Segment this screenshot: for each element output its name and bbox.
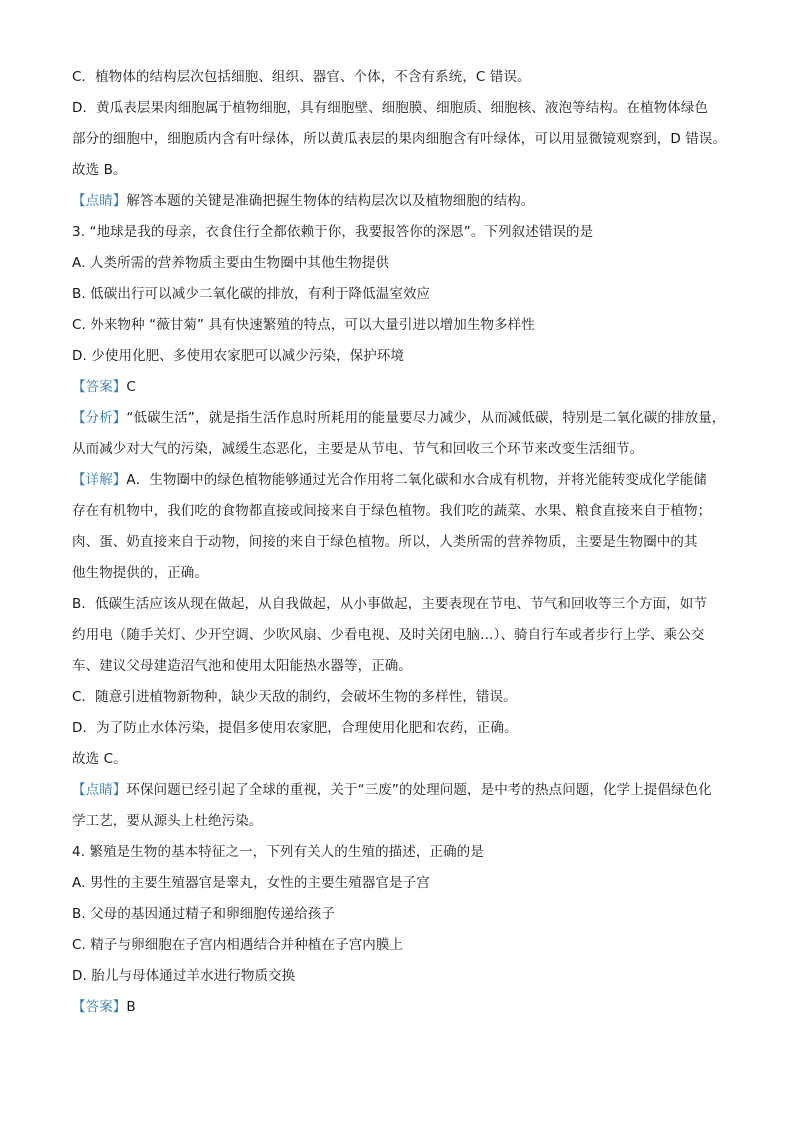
- line-text: 约用电（随手关灯、少开空调、少吹风扇、少看电视、及时关闭电脑…）、骑自行车或者步行上学、乘公交: [72, 627, 705, 643]
- line-text: 4. 繁殖是生物的基本特征之一，下列有关人的生殖的描述，正确的是: [72, 844, 484, 860]
- line-text: A. 男性的主要生殖器官是睾丸，女性的主要生殖器官是子宫: [72, 875, 430, 891]
- text-line: [72, 558, 732, 589]
- text-line: [72, 620, 732, 651]
- answer-line: [72, 992, 732, 1023]
- section-tag: 【分析】: [72, 410, 127, 426]
- line-text: 故选 C。: [72, 751, 127, 767]
- line-text: 解答本题的关键是准确把握生物体的结构层次以及植物细胞的结构。: [126, 193, 535, 209]
- option-line: [72, 868, 732, 899]
- line-text: D. 胎儿与母体通过羊水进行物质交换: [72, 968, 296, 984]
- line-text: B．低碳生活应该从现在做起，从自我做起，从小事做起，主要表现在节电、节气和回收等三个方面，如节: [72, 596, 707, 612]
- text-line: [72, 527, 732, 558]
- option-line: [72, 310, 732, 341]
- line-text: C．随意引进植物新物种，缺少天敌的制约，会破坏生物的多样性，错误。: [72, 689, 517, 705]
- text-line: [72, 744, 732, 775]
- section-tag: 【点睛】: [72, 193, 127, 209]
- line-text: 环保问题已经引起了全球的重视，关于“三废”的处理问题，是中考的热点问题，化学上提倡绿色化: [126, 782, 712, 798]
- line-text: 故选 B。: [72, 162, 127, 178]
- text-line: [72, 62, 732, 93]
- comment-line: [72, 186, 732, 217]
- section-tag: 【答案】: [72, 379, 127, 395]
- option-line: [72, 341, 732, 372]
- line-text: D．黄瓜表层果肉细胞属于植物细胞，具有细胞壁、细胞膜、细胞质、细胞核、液泡等结构。在植物体绿色: [72, 100, 709, 116]
- line-text: “低碳生活”，就是指生活作息时所耗用的能量要尽力减少，从而减低碳，特别是二氧化碳的排放量，: [126, 410, 726, 426]
- line-text: 肉、蛋、奶直接来自于动物，间接的来自于绿色植物。所以，人类所需的营养物质，主要是生物圈中的其: [72, 534, 698, 550]
- comment-line: [72, 775, 732, 806]
- line-text: 从而减少对大气的污染，减缓生态恶化，主要是从节电、节气和回收三个环节来改变生活细节。: [72, 441, 644, 457]
- line-text: D．为了防止水体污染，提倡多使用农家肥，合理使用化肥和农药，正确。: [72, 720, 518, 736]
- text-line: [72, 806, 732, 837]
- line-text: A．生物圈中的绿色植物能够通过光合作用将二氧化碳和水合成有机物，并将光能转变成化学能储: [126, 472, 707, 488]
- text-line: [72, 682, 732, 713]
- line-text: B. 低碳出行可以减少二氧化碳的排放，有利于降低温室效应: [72, 286, 431, 302]
- question-stem: [72, 217, 732, 248]
- analysis-line: [72, 403, 732, 434]
- line-text: C. 外来物种 “薇甘菊” 具有快速繁殖的特点，可以大量引进以增加生物多样性: [72, 317, 535, 333]
- detail-line: [72, 465, 732, 496]
- line-text: D. 少使用化肥、多使用农家肥可以减少污染，保护环境: [72, 348, 405, 364]
- line-text: C．植物体的结构层次包括细胞、组织、器官、个体，不含有系统，C 错误。: [72, 69, 531, 85]
- line-text: 学工艺，要从源头上杜绝污染。: [72, 813, 263, 829]
- line-text: 3. “地球是我的母亲，衣食住行全都依赖于你，我要报答你的深恩”。下列叙述错误的是: [72, 224, 594, 240]
- section-tag: 【详解】: [72, 472, 127, 488]
- text-line: [72, 124, 732, 155]
- line-text: 存在有机物中，我们吃的食物都直接或间接来自于绿色植物。我们吃的蔬菜、水果、粮食直接来自于植物；: [72, 503, 712, 519]
- line-text: B: [126, 999, 136, 1015]
- text-line: [72, 93, 732, 124]
- text-line: [72, 589, 732, 620]
- text-line: [72, 496, 732, 527]
- document-page: [72, 62, 732, 1023]
- line-text: 他生物提供的，正确。: [72, 565, 208, 581]
- option-line: [72, 899, 732, 930]
- line-text: 车、建议父母建造沼气池和使用太阳能热水器等，正确。: [72, 658, 412, 674]
- answer-line: [72, 372, 732, 403]
- option-line: [72, 930, 732, 961]
- section-tag: 【答案】: [72, 999, 127, 1015]
- text-line: [72, 155, 732, 186]
- line-text: B. 父母的基因通过精子和卵细胞传递给孩子: [72, 906, 335, 922]
- line-text: C: [126, 379, 136, 395]
- text-line: [72, 434, 732, 465]
- line-text: 部分的细胞中，细胞质内含有叶绿体，所以黄瓜表层的果肉细胞含有叶绿体，可以用显微镜观察到，D 错误。: [72, 131, 727, 147]
- section-tag: 【点睛】: [72, 782, 127, 798]
- line-text: C. 精子与卵细胞在子宫内相遇结合并种植在子宫内膜上: [72, 937, 404, 953]
- text-line: [72, 713, 732, 744]
- question-stem: [72, 837, 732, 868]
- option-line: [72, 279, 732, 310]
- line-text: A. 人类所需的营养物质主要由生物圈中其他生物提供: [72, 255, 390, 271]
- option-line: [72, 248, 732, 279]
- option-line: [72, 961, 732, 992]
- text-line: [72, 651, 732, 682]
